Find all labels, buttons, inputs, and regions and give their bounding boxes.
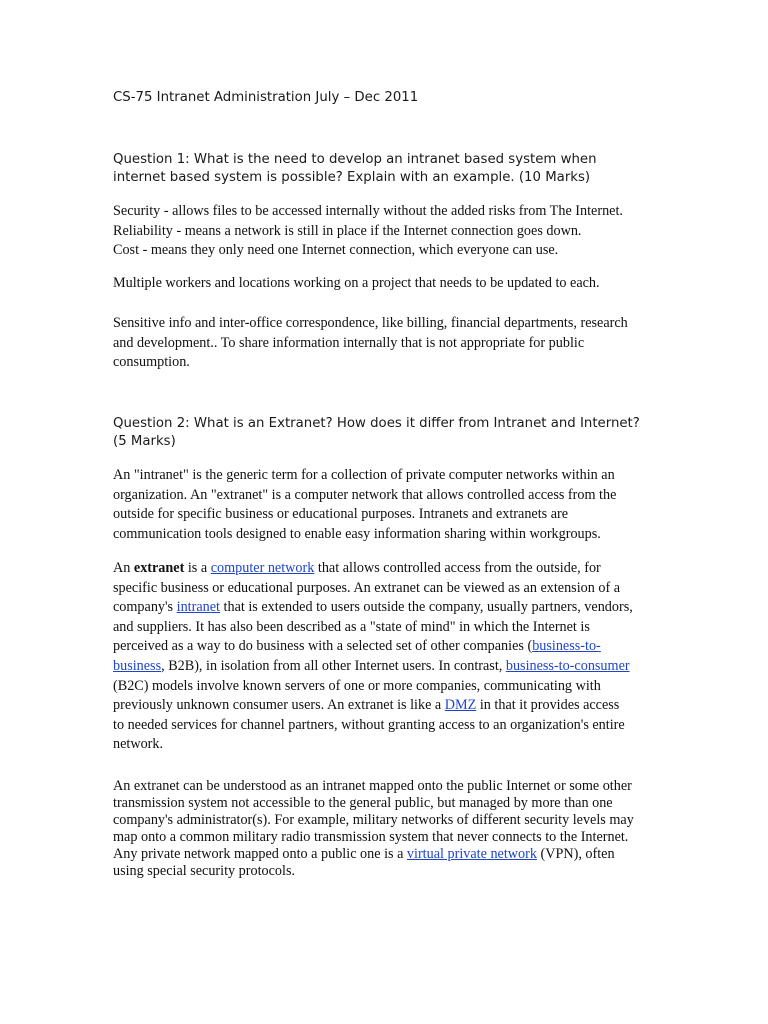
paragraph-line: and development.. To share information internally that is not appropriate for public <box>113 334 585 351</box>
question-1-heading-line: internet based system is possible? Explain with an example. (10 Marks) <box>113 170 591 185</box>
computer-network-link[interactable]: computer network <box>210 560 315 576</box>
text-run: Any private network mapped onto a public one is a <box>113 846 407 862</box>
reason-cost: Cost - means they only need one Internet connection, which everyone can use. <box>113 242 559 259</box>
paragraph-line <box>113 696 653 716</box>
extranet-definition-paragraph <box>113 559 653 755</box>
text-run: that is extended to users outside the company, usually partners, vendors, <box>219 599 633 616</box>
text-run: (VPN), often <box>536 846 615 862</box>
question-2-heading-line: (5 Marks) <box>113 434 176 449</box>
reason-reliability: Reliability - means a network is still in place if the Internet connection goes down. <box>113 222 582 239</box>
text-run: in that it provides access <box>476 697 620 714</box>
paragraph-line <box>113 846 653 863</box>
text-run: perceived as a way to do business with a selected set of other companies ( <box>113 638 533 655</box>
paragraph-line: An "intranet" is the generic term for a collection of private computer networks within an <box>113 467 615 483</box>
question-1-reasons <box>113 202 653 261</box>
paragraph-line: transmission system not accessible to the general public, but managed by more than one <box>113 795 613 811</box>
extranet-term: extranet <box>133 560 185 576</box>
text-run: previously unknown consumer users. An extranet is like a <box>113 697 445 714</box>
paragraph-line: using special security protocols. <box>113 863 296 879</box>
dmz-link[interactable]: DMZ <box>444 697 477 714</box>
paragraph-line: consumption. <box>113 354 190 371</box>
business-to-business-link-cont[interactable]: business <box>113 657 162 674</box>
virtual-private-network-link[interactable]: virtual private network <box>406 846 537 862</box>
paragraph-line <box>113 637 653 657</box>
multiple-workers-text: Multiple workers and locations working on a project that needs to be updated to each. <box>113 275 600 291</box>
paragraph-line: communication tools designed to enable easy information sharing within workgroups. <box>113 525 601 542</box>
question-2-heading <box>113 415 653 451</box>
paragraph-line: outside for specific business or educational purposes. Intranets and extranets are <box>113 506 569 523</box>
question-1-heading-line: Question 1: What is the need to develop an intranet based system when <box>113 152 597 167</box>
sensitive-info-paragraph <box>113 314 653 373</box>
paragraph-line: specific business or educational purposes. An extranet can be viewed as an extension of a <box>113 579 621 596</box>
text-run: is a <box>184 560 211 576</box>
paragraph-line: (B2C) models involve known servers of one or more companies, communicating with <box>113 677 601 694</box>
paragraph-line <box>113 598 653 618</box>
business-to-business-link[interactable]: business-to- <box>532 638 601 655</box>
title-text: CS-75 Intranet Administration July – Dec 2011 <box>113 90 419 105</box>
document-title <box>113 89 653 107</box>
text-run: An <box>113 560 134 576</box>
business-to-consumer-link[interactable]: business-to-consumer <box>505 657 630 674</box>
text-run: that allows controlled access from the outside, for <box>314 560 601 576</box>
paragraph-line: Sensitive info and inter-office correspondence, like billing, financial departments, research <box>113 315 628 331</box>
paragraph-line: network. <box>113 736 164 753</box>
question-2-heading-line: Question 2: What is an Extranet? How does it differ from Intranet and Internet? <box>113 416 640 431</box>
question-1-heading <box>113 151 653 187</box>
paragraph-line <box>113 657 653 677</box>
reason-security: Security - allows files to be accessed internally without the added risks from The Internet. <box>113 203 623 219</box>
paragraph-line: An extranet can be understood as an intranet mapped onto the public Internet or some other <box>113 778 632 794</box>
paragraph-line: to needed services for channel partners, without granting access to an organization's entire <box>113 716 625 733</box>
paragraph-line: company's administrator(s). For example, military networks of different security levels may <box>113 812 634 828</box>
paragraph-line: organization. An "extranet" is a computer network that allows controlled access from the <box>113 486 617 503</box>
paragraph-line: and suppliers. It has also been described as a "state of mind" in which the Internet is <box>113 618 590 635</box>
paragraph-line <box>113 559 653 579</box>
multiple-workers-paragraph <box>113 274 653 294</box>
paragraph-line: map onto a common military radio transmission system that never connects to the Internet. <box>113 829 629 845</box>
intranet-extranet-paragraph <box>113 466 653 544</box>
text-run: company's <box>113 599 177 616</box>
text-run: , B2B), in isolation from all other Internet users. In contrast, <box>161 657 506 674</box>
extranet-mapping-paragraph <box>113 778 653 880</box>
intranet-link[interactable]: intranet <box>176 599 220 616</box>
